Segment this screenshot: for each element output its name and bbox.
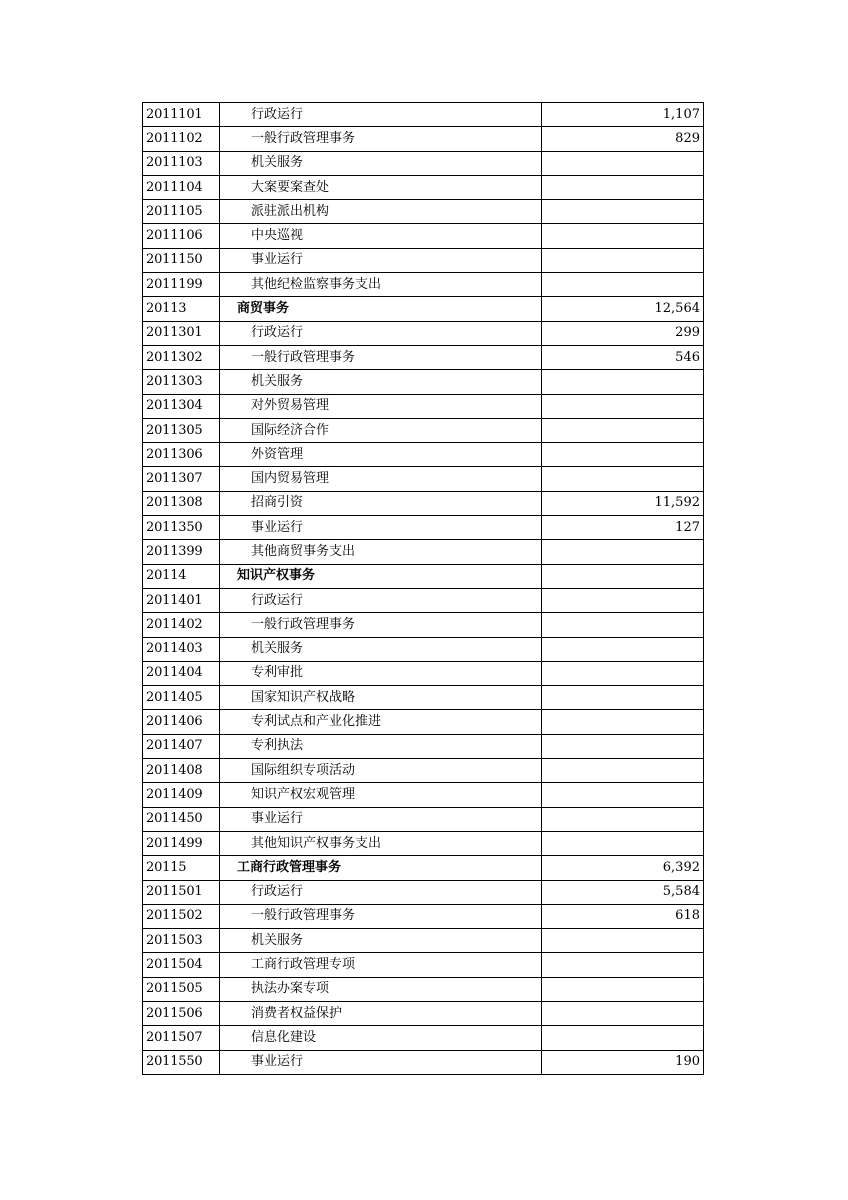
account-code-cell: 2011408 xyxy=(143,759,220,783)
budget-table-body xyxy=(143,103,704,1075)
table-row xyxy=(143,880,704,904)
amount-cell xyxy=(542,661,704,685)
table-row xyxy=(143,200,704,224)
account-code-cell: 20114 xyxy=(143,564,220,588)
amount-cell xyxy=(542,394,704,418)
account-code-cell: 2011305 xyxy=(143,418,220,442)
account-code-cell: 2011506 xyxy=(143,1001,220,1025)
table-row xyxy=(143,807,704,831)
item-name-cell: 知识产权宏观管理 xyxy=(220,783,542,807)
account-code-cell: 2011199 xyxy=(143,273,220,297)
account-code-cell: 2011304 xyxy=(143,394,220,418)
table-row xyxy=(143,127,704,151)
amount-cell xyxy=(542,273,704,297)
account-code-cell: 2011499 xyxy=(143,831,220,855)
account-code-cell: 2011450 xyxy=(143,807,220,831)
table-row xyxy=(143,929,704,953)
amount-cell: 6,392 xyxy=(542,856,704,880)
item-name-cell: 其他纪检监察事务支出 xyxy=(220,273,542,297)
amount-cell xyxy=(542,613,704,637)
item-name-cell: 专利执法 xyxy=(220,734,542,758)
amount-cell xyxy=(542,248,704,272)
amount-cell xyxy=(542,370,704,394)
amount-cell: 1,107 xyxy=(542,103,704,127)
item-name-cell: 一般行政管理事务 xyxy=(220,904,542,928)
account-code-cell: 2011301 xyxy=(143,321,220,345)
item-name-cell: 执法办案专项 xyxy=(220,977,542,1001)
category-name-cell: 商贸事务 xyxy=(220,297,542,321)
account-code-cell: 2011409 xyxy=(143,783,220,807)
amount-cell xyxy=(542,443,704,467)
amount-cell: 12,564 xyxy=(542,297,704,321)
amount-cell xyxy=(542,200,704,224)
amount-cell: 618 xyxy=(542,904,704,928)
table-row xyxy=(143,1026,704,1050)
table-row xyxy=(143,370,704,394)
table-row xyxy=(143,588,704,612)
amount-cell xyxy=(542,759,704,783)
table-row xyxy=(143,443,704,467)
item-name-cell: 中央巡视 xyxy=(220,224,542,248)
item-name-cell: 行政运行 xyxy=(220,321,542,345)
amount-cell xyxy=(542,783,704,807)
account-code-cell: 2011150 xyxy=(143,248,220,272)
table-row xyxy=(143,904,704,928)
table-row xyxy=(143,394,704,418)
amount-cell xyxy=(542,1026,704,1050)
item-name-cell: 一般行政管理事务 xyxy=(220,345,542,369)
account-code-cell: 2011502 xyxy=(143,904,220,928)
table-row xyxy=(143,516,704,540)
item-name-cell: 行政运行 xyxy=(220,588,542,612)
table-row xyxy=(143,953,704,977)
item-name-cell: 其他知识产权事务支出 xyxy=(220,831,542,855)
category-row xyxy=(143,564,704,588)
table-row xyxy=(143,224,704,248)
item-name-cell: 行政运行 xyxy=(220,103,542,127)
item-name-cell: 机关服务 xyxy=(220,637,542,661)
item-name-cell: 其他商贸事务支出 xyxy=(220,540,542,564)
account-code-cell: 2011350 xyxy=(143,516,220,540)
item-name-cell: 机关服务 xyxy=(220,151,542,175)
amount-cell: 299 xyxy=(542,321,704,345)
account-code-cell: 2011306 xyxy=(143,443,220,467)
table-row xyxy=(143,831,704,855)
item-name-cell: 国家知识产权战略 xyxy=(220,686,542,710)
account-code-cell: 2011501 xyxy=(143,880,220,904)
item-name-cell: 国内贸易管理 xyxy=(220,467,542,491)
item-name-cell: 派驻派出机构 xyxy=(220,200,542,224)
category-name-cell: 工商行政管理事务 xyxy=(220,856,542,880)
amount-cell xyxy=(542,929,704,953)
account-code-cell: 2011307 xyxy=(143,467,220,491)
account-code-cell: 2011103 xyxy=(143,151,220,175)
account-code-cell: 2011102 xyxy=(143,127,220,151)
amount-cell xyxy=(542,151,704,175)
item-name-cell: 专利审批 xyxy=(220,661,542,685)
table-row xyxy=(143,467,704,491)
table-row xyxy=(143,710,704,734)
account-code-cell: 2011504 xyxy=(143,953,220,977)
amount-cell xyxy=(542,710,704,734)
table-row xyxy=(143,734,704,758)
account-code-cell: 2011399 xyxy=(143,540,220,564)
table-row xyxy=(143,321,704,345)
account-code-cell: 2011405 xyxy=(143,686,220,710)
item-name-cell: 专利试点和产业化推进 xyxy=(220,710,542,734)
amount-cell: 11,592 xyxy=(542,491,704,515)
account-code-cell: 2011407 xyxy=(143,734,220,758)
item-name-cell: 机关服务 xyxy=(220,929,542,953)
amount-cell xyxy=(542,467,704,491)
item-name-cell: 一般行政管理事务 xyxy=(220,613,542,637)
item-name-cell: 招商引资 xyxy=(220,491,542,515)
amount-cell: 546 xyxy=(542,345,704,369)
amount-cell xyxy=(542,224,704,248)
table-row xyxy=(143,345,704,369)
table-row xyxy=(143,637,704,661)
amount-cell xyxy=(542,540,704,564)
table-row xyxy=(143,686,704,710)
amount-cell xyxy=(542,1001,704,1025)
budget-table xyxy=(142,102,704,1075)
table-row xyxy=(143,1050,704,1074)
item-name-cell: 信息化建设 xyxy=(220,1026,542,1050)
table-row xyxy=(143,491,704,515)
item-name-cell: 一般行政管理事务 xyxy=(220,127,542,151)
item-name-cell: 对外贸易管理 xyxy=(220,394,542,418)
item-name-cell: 消费者权益保护 xyxy=(220,1001,542,1025)
amount-cell xyxy=(542,977,704,1001)
amount-cell xyxy=(542,637,704,661)
account-code-cell: 2011550 xyxy=(143,1050,220,1074)
item-name-cell: 机关服务 xyxy=(220,370,542,394)
account-code-cell: 2011406 xyxy=(143,710,220,734)
amount-cell xyxy=(542,686,704,710)
amount-cell xyxy=(542,831,704,855)
account-code-cell: 20113 xyxy=(143,297,220,321)
table-row xyxy=(143,273,704,297)
account-code-cell: 2011505 xyxy=(143,977,220,1001)
amount-cell xyxy=(542,588,704,612)
item-name-cell: 外资管理 xyxy=(220,443,542,467)
account-code-cell: 2011302 xyxy=(143,345,220,369)
item-name-cell: 国际经济合作 xyxy=(220,418,542,442)
table-row xyxy=(143,248,704,272)
table-row xyxy=(143,613,704,637)
item-name-cell: 事业运行 xyxy=(220,807,542,831)
table-row xyxy=(143,759,704,783)
table-row xyxy=(143,977,704,1001)
item-name-cell: 国际组织专项活动 xyxy=(220,759,542,783)
category-row xyxy=(143,856,704,880)
amount-cell: 5,584 xyxy=(542,880,704,904)
account-code-cell: 2011308 xyxy=(143,491,220,515)
account-code-cell: 2011404 xyxy=(143,661,220,685)
amount-cell: 190 xyxy=(542,1050,704,1074)
table-row xyxy=(143,103,704,127)
amount-cell xyxy=(542,807,704,831)
account-code-cell: 2011402 xyxy=(143,613,220,637)
item-name-cell: 事业运行 xyxy=(220,516,542,540)
amount-cell xyxy=(542,734,704,758)
amount-cell: 127 xyxy=(542,516,704,540)
table-row xyxy=(143,151,704,175)
account-code-cell: 20115 xyxy=(143,856,220,880)
item-name-cell: 事业运行 xyxy=(220,1050,542,1074)
account-code-cell: 2011507 xyxy=(143,1026,220,1050)
amount-cell xyxy=(542,953,704,977)
table-row xyxy=(143,540,704,564)
amount-cell: 829 xyxy=(542,127,704,151)
account-code-cell: 2011105 xyxy=(143,200,220,224)
account-code-cell: 2011503 xyxy=(143,929,220,953)
account-code-cell: 2011106 xyxy=(143,224,220,248)
amount-cell xyxy=(542,564,704,588)
item-name-cell: 行政运行 xyxy=(220,880,542,904)
table-row xyxy=(143,175,704,199)
item-name-cell: 大案要案查处 xyxy=(220,175,542,199)
amount-cell xyxy=(542,175,704,199)
table-row xyxy=(143,418,704,442)
category-name-cell: 知识产权事务 xyxy=(220,564,542,588)
table-row xyxy=(143,1001,704,1025)
table-row xyxy=(143,661,704,685)
account-code-cell: 2011101 xyxy=(143,103,220,127)
category-row xyxy=(143,297,704,321)
account-code-cell: 2011104 xyxy=(143,175,220,199)
account-code-cell: 2011303 xyxy=(143,370,220,394)
item-name-cell: 事业运行 xyxy=(220,248,542,272)
amount-cell xyxy=(542,418,704,442)
item-name-cell: 工商行政管理专项 xyxy=(220,953,542,977)
table-row xyxy=(143,783,704,807)
account-code-cell: 2011403 xyxy=(143,637,220,661)
account-code-cell: 2011401 xyxy=(143,588,220,612)
